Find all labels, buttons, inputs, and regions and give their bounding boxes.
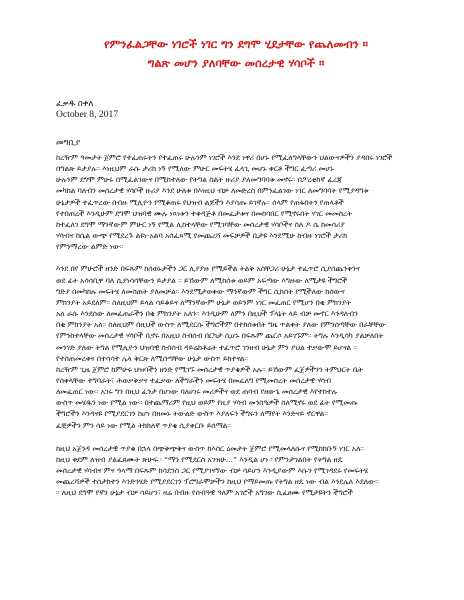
paragraph-line: ከተፈለገ ደግሞ ማንኛውም ምሁር ነኝ የሚል ሊከተላቸው የሚገባቸው መሰረታዊ ሃሳቦችና ስለ ዶ ሴ ከመሳሪያ bbox=[56, 219, 345, 229]
paragraph-line: ከረዥም ጊዜ ጀምሮ ከምሁሩ ህዝባችን ዘንድ የሚገኙ መሰረታዊ ጥያቄዎች አሉ። ይኸውም ፈጀዎችንን ትምህርት ቤት bbox=[56, 364, 363, 374]
paragraph-line: ሁሉንም ደግሞ ምሁሩ በሚፈልገውና በሚከተለው የትግል ስልት ዙሪያ ያለመግባባቱ መኖሩ። በፖረቲከኛ ፈረጃ bbox=[56, 175, 342, 185]
paragraph-line: መካከል ባለብን መሰረታዊ ሃሳቦች ዙሪያ እንደ ሁለቱ በእነዚህ ብቻ ለመድረስ በምንፈልገው ነገር ለመግባባት የሚያዳግቱ bbox=[56, 186, 369, 196]
paragraph-line: እንደ በየ ምሁሮች ዘንድ በፍጹም ከሰወኑታችን ጋር ሊያያዙ የሚይችል ትልቅ አስቸጋሪ ሁኔታ ተፈጥሮ ሲያሰጨንቀንና bbox=[56, 264, 360, 274]
paragraph-line: ። ለዚህ ደግሞ የኛን ሁኔታ ብቻ ሳይሆን፣ ዛሬ በብዙ የሰብዓዊ ዓለም አገሮች አግገው ሲፈፀሙ የሚታዩትን ችግሮች bbox=[56, 488, 353, 498]
paragraph-line: ፈቺዎችን ምን ሳይ ነው የሚል ትክክለኛ ጥያቄ ሲያቀርቡ ይሰማል። bbox=[56, 420, 231, 430]
paragraph-line: ከዚህ አጀንዳ መሰረታዊ ጥያቄ በኋላ በጭቅጭቅና ውስጥ ከእስር ዕመታት ጀምሮ የሚመላለሱና የሚከክቡኝ ነገር አለ። bbox=[56, 443, 364, 453]
paragraph-2 bbox=[56, 263, 416, 363]
paragraph-line: ወደ ፊት አሳሳቢዋ ባለ ሲያነሳሳቸውን ይታያል ። ይኸውም ለሚከሰቱ ወይም አፍጣው እግዙው ለሚታዩ ችግሮች bbox=[56, 275, 348, 285]
paragraph-line: መንገድ ያለው ትግል የሚሊዮን ህዝባዊ ስብሰብ ዳይሬክቶሬት ተፈጥሮ ገንዘብ ሁኔታ ምን ያህል ተቃውሞ ይሆናል ። bbox=[56, 342, 357, 352]
paragraph-line: የተስጠመረቀና በተሳሳተ ሌላ ቅርጽ ለሚሰጣቸው ሁኔታ ውስጥ ይከተናል። bbox=[56, 353, 248, 363]
paragraph-line: በቂ ምክንያት አለ። ስለዚህም በዚህች ውስጥ ለሚደርሱ ችግሮችም በተከሰቱበት ግዜ ጥልቀት ያለው የምንሰጣቸው በራቸቸው bbox=[56, 320, 386, 330]
paragraph-line: ለመፈጠር ነው። አገሩ ግን በዚህ ፈንታ በሆነው ባለሀገሩ መሪዎችና ወደ ጠባብ የዘውጌ መሰረታዊ እየተከተሉ bbox=[56, 387, 338, 397]
paragraph-line: ከዚህ ቀደም ለዝብ ያልፈጸሙት ጽሁፍ ፡ “ማን የሚደርስ አገዝሁ…” እንዲል ሆነ ፡ የምንታገልበት የትግል ዘዴ bbox=[56, 454, 343, 464]
paragraph-4 bbox=[56, 443, 416, 499]
paragraph-line: የምንከተላቸው መሰረታዊ ሃሳቦች ቢኖሩ በአዚህ ስብሰብ በርካታ ሲሆኑ በፍጹም ጨርሶ አይገኙም። ትግሉ እንዲሳካ ያልቻለበት bbox=[56, 331, 384, 341]
paragraph-line: የተበጠረች እንዲሁም ደግሞ ህዝባዊ ሙሉ ነጻነቱን ተቀዳጅቶ በመፈታቱና በመከባበር የሚኖሩበት ሃገር መመስረት bbox=[56, 208, 352, 218]
title-line-2: ግልጽ መሆን ያለባቸው መሰረታዊ ሃሳቦች ። bbox=[147, 56, 325, 70]
paragraph-line: ከረዥም ዓመታት ጀምሮ የተፈጠሩትን የተፈጠሩ ሁሉንም ነገሮች እንደ ነዋሪ በሆኑ የሚፈለግላቸውን ህልውናዎችን ያዳበሩ ነገሮች bbox=[56, 153, 393, 162]
title-line-1: የምንፈልጋቸው ነገሮች ነገር ግን ደግሞ ሂደታቸው የጨለመብን ። bbox=[104, 37, 368, 51]
paragraph-line: የሰቀላቸው ተግባራት፣ ሕወቃቅቃና ተፈቃው ለችግራችን መፍትሄ በመፈለግ የሚመሰረት መሰረታዊ ሃሳብ bbox=[56, 375, 331, 385]
section-heading: መግቢያ bbox=[56, 137, 81, 147]
paragraph-line: ውስጥ መሄዱን ነው የሚል ነው። በተጨማሪም የዚህ ወይም የዚያ ሃሳብ መንስዔዎች ስለሚኖሩ ወደ ፊት የሚመጡ bbox=[56, 398, 358, 408]
paragraph-line: የምንማረው ልምድ ነው። bbox=[56, 242, 124, 252]
publication-date: October 8, 2017 bbox=[56, 109, 119, 120]
paragraph-3 bbox=[56, 364, 416, 431]
author-name: ፈቃዱ በቀለ bbox=[56, 98, 94, 108]
paragraph-line: ሁኔታዎች ተፈጥረው በብዙ ሚሊዮን የሚቆጠሩ የህዝብ ልጆችን እያሳጡ ይገኛሉ። ሰላም የጠፋበትን የጠላቶች bbox=[56, 197, 344, 207]
paragraph-line: ምክንያት አይደለም። ስለዚህም ይላል ሳይቆይና ለማንኛውም ሁኔታ ወይንም ነገር መፈጠር የሚሆን በቂ ምክንያት bbox=[56, 297, 352, 307]
paragraph-line: መጨረሻዎች ተስታክተን እንድንሄድ የሚያደርገን ፕሮግራሞቻችን ከዚህ የማይመጡ የትግል ዘዴ ነው ብል እንደሌለ እደለው። bbox=[56, 477, 379, 487]
paragraph-line: መሰረታዊ ሃሳብና ምና ዓላማ በፍጹም ከሳደንስ ጋር የሚያገናኘው ብቻ ሳይሆን እንዲያውም እሱን የሚገዳደሩ የመፍትሄ bbox=[56, 466, 368, 476]
paragraph-line: ችግሮችን እንዳናዩ የሚያደርገን ከሆነ በዘመኑ ትውልድ ውስጥ እያለፍን ችግሩን ለማየት እንድናይ ኖርዋል። bbox=[56, 409, 328, 419]
paragraph-line: ግድያ በመካከሉ መፍትሄ ለመስጠት ያለመቻል። እንደሚታወቀው ማንኛውም ችግር ሲከሰት የሚችለው ከሰውና bbox=[56, 286, 345, 296]
document-title bbox=[56, 36, 416, 72]
paragraph-1 bbox=[56, 152, 416, 252]
paragraph-line: በግልጽ ይታያሉ። እነዚህም ራሱ ታሪክ ነኝ የሚለው ምሁር መፍትሄ ፈላጊ መሆኑ ቀርቶ ችግር ፈጣሪ መሆኑ bbox=[56, 164, 334, 174]
paragraph-line: ሃሳብና ከሴል ውጭ የሚደረጉ ልዩነ-አልባ አስፈጻሚ የመጨረሻ መፍቻዎች ቢታዩ እንደሚሁ ከብዙ ነገሮች ታሪክ bbox=[56, 231, 348, 241]
paragraph-line: አለ ራሱ እንደሰው ለመፈጠራችን በቂ ምክንያት አለን። እንዲሁም ለምን በዚህች ፕላኔት ላይ ብቻ መኖር እንዳለብን bbox=[56, 309, 358, 319]
